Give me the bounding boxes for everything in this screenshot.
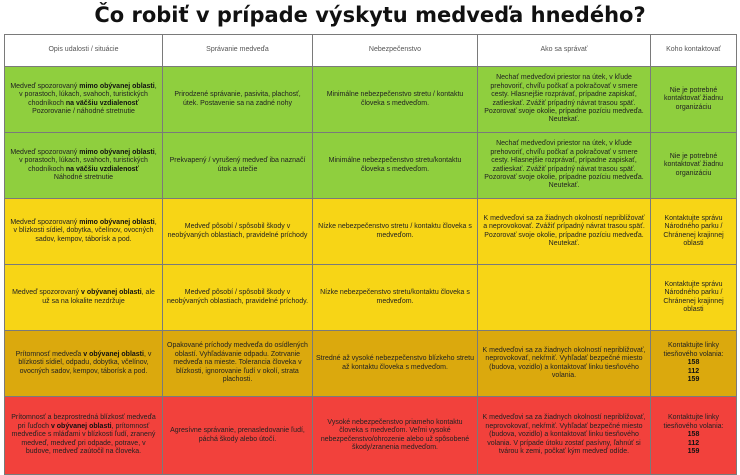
situation-text: Náhodné stretnutie	[53, 173, 114, 181]
emergency-number: 158	[687, 431, 700, 439]
header-contact: Koho kontaktovať	[651, 35, 737, 67]
situation-emphasis: v obývanej oblasti	[83, 350, 144, 358]
situation-cell	[5, 397, 163, 475]
behavior-cell: Prekvapený / vyrušený medveď iba naznačí útok a utečie	[163, 133, 313, 199]
behavior-cell: Prirodzené správanie, pasivita, plachosť, útek. Postavenie sa na zadné nohy	[163, 67, 313, 133]
emergency-number: 159	[687, 376, 700, 384]
header-behavior: Správanie medveďa	[163, 35, 313, 67]
situation-text: Medveď spozorovaný	[10, 218, 80, 226]
contact-cell: Kontaktujte správu Národného parku / Chránenej krajinnej oblasti	[651, 199, 737, 265]
action-cell: Nechať medveďovi priestor na útek, v kľude prehovoriť, chvíľu počkať a pokračovať v smere cesty. Hlasnejšie rozprávať, prípadne zapiskať, zatlieskať. Zvážiť prípadný návrat trasou späť. Pozorovať svoje okolie, prípadne pozíciu medveďa. Neutekať.	[478, 67, 651, 133]
behavior-cell: Agresívne správanie, prenasledovanie ľudí, páchá škody alebo útočí.	[163, 397, 313, 475]
situation-text: Medveď spozorovaný	[10, 148, 80, 156]
situation-text: , v porastoch, lúkach, svahoch, turistických chodníkoch	[19, 148, 157, 173]
danger-cell: Minimálne nebezpečenstvo stretu/kontaktu človeka s medveďom.	[313, 133, 478, 199]
header-action: Ako sa správať	[478, 35, 651, 67]
situation-text: , v porastoch, lúkach, svahoch, turistických chodníkoch	[19, 82, 157, 107]
situation-text: , prítomnosť medveďice s mláďami v blízkosti ľudí, zranený medveď, medveď pri odpade, potrave, v budove, medveď zaútočil na človeka.	[11, 422, 156, 456]
behavior-cell: Medveď pôsobí / spôsobil škody v neobývaných oblastiach, pravidelné príchody.	[163, 265, 313, 331]
emergency-number: 158	[687, 359, 700, 367]
contact-text: Kontaktujte linky tiesňového volania:	[663, 342, 724, 358]
table-row	[5, 199, 737, 265]
situation-text: Medveď spozorovaný	[10, 82, 80, 90]
action-cell: K medveďovi sa za žiadnych okolností nepribližovať, neprovokovať, nekŕmiť. Vyhľadať bezpečné miesto (budova, vozidlo) a kontaktovať linku tiesňového volania.	[478, 331, 651, 397]
situation-emphasis: na väčšiu vzdialenosť	[65, 165, 139, 173]
danger-cell: Minimálne nebezpečenstvo stretu / kontaktu človeka s medveďom.	[313, 67, 478, 133]
situation-emphasis: v obývanej oblasti	[50, 422, 112, 430]
danger-cell: Vysoké nebezpečenstvo priameho kontaktu človeka s medveďom. Veľmi vysoké nebezpečenstvo/ohrozenie alebo už spôsobené škody/zranenia medveďom.	[313, 397, 478, 475]
situation-emphasis: mimo obývanej oblasti	[79, 148, 155, 156]
page-title: Čo robiť v prípade výskytu medveďa hnedého?	[94, 3, 646, 27]
situation-text: Pozorovanie / náhodné stretnutie	[32, 107, 135, 115]
situation-text: Prítomnosť a bezprostredná blízkosť medveďa pri ľuďoch	[11, 414, 156, 430]
table-row	[5, 397, 737, 475]
contact-cell	[651, 331, 737, 397]
emergency-number: 112	[687, 439, 700, 447]
contact-cell: Kontaktujte správu Národného parku / Chránenej krajinnej oblasti	[651, 265, 737, 331]
contact-cell: Nie je potrebné kontaktovať žiadnu organizáciu	[651, 133, 737, 199]
situation-emphasis: mimo obývanej oblasti	[79, 82, 155, 90]
situation-text: Prítomnosť medveďa	[15, 350, 84, 358]
emergency-number: 159	[687, 448, 700, 456]
header-danger: Nebezpečenstvo	[313, 35, 478, 67]
table-header-row	[5, 35, 737, 67]
table-row	[5, 331, 737, 397]
situation-emphasis: na väčšiu vzdialenosť	[65, 99, 139, 107]
danger-cell: Nízke nebezpečenstvo stretu/kontaktu človeka s medveďom.	[313, 265, 478, 331]
situation-emphasis: mimo obývanej oblasti	[79, 218, 155, 226]
contact-cell: Nie je potrebné kontaktovať žiadnu organizáciu	[651, 67, 737, 133]
table-row	[5, 67, 737, 133]
situation-cell	[5, 133, 163, 199]
emergency-number: 112	[687, 367, 700, 375]
action-cell: Nechať medveďovi priestor na útek, v kľude prehovoriť, chvíľu počkať a pokračovať v smere cesty. Hlasnejšie rozprávať, prípadne zapiskať, zatlieskať. Zvážiť prípadný návrat trasou späť. Pozorovať svoje okolie, prípadne pozíciu medveďa. Neutekať.	[478, 133, 651, 199]
behavior-cell: Opakované príchody medveďa do osídlených oblastí. Vyhľadávanie odpadu. Zotrvanie medveďa na mieste. Tolerancia človeka v blízkosti, ignorovanie ľudí v okolí, strata plachosti.	[163, 331, 313, 397]
situation-emphasis: v obývanej oblasti	[80, 289, 142, 297]
situation-cell	[5, 265, 163, 331]
action-cell	[478, 265, 651, 331]
bear-guidance-table	[4, 34, 737, 475]
situation-text: , v blízkosti sídiel, dobytka, včelínov, ovocných sadov, kempov, táborísk a pod.	[13, 218, 157, 243]
danger-cell: Nízke nebezpečenstvo stretu / kontaktu človeka s medveďom.	[313, 199, 478, 265]
situation-text: , ale už sa na lokalite nezdržuje	[42, 289, 155, 305]
header-situation: Opis udalosti / situácie	[5, 35, 163, 67]
contact-text: Kontaktujte linky tiesňového volania:	[663, 414, 724, 430]
danger-cell: Stredné až vysoké nebezpečenstvo blízkeho stretu až kontaktu človeka s medveďom.	[313, 331, 478, 397]
action-cell: K medveďovi sa za žiadnych okolností nepribližovať, neprovokovať, nekŕmiť. Vyhľadať bezpečné miesto (budova, vozidlo) a kontaktovať linku tiesňového volania. V prípade útoku zostať pasívny, ľahnúť si tvárou k zemi, počkať kým medveď odíde.	[478, 397, 651, 475]
situation-text: Medveď spozorovaný	[12, 289, 81, 297]
table-row	[5, 265, 737, 331]
situation-text: , v blízkosti sídiel, odpadu, dobytka, včelínov, ovocných sadov, kempov, táborísk a pod.	[18, 350, 152, 375]
contact-cell	[651, 397, 737, 475]
situation-cell	[5, 199, 163, 265]
behavior-cell: Medveď pôsobí / spôsobil škody v neobývaných oblastiach, pravidelné príchody	[163, 199, 313, 265]
table-row	[5, 133, 737, 199]
action-cell: K medveďovi sa za žiadnych okolností nepribližovať a neprovokovať. Zvážiť prípadný návrat trasou späť. Pozorovať svoje okolie, prípadne pozíciu medveďa. Neutekať.	[478, 199, 651, 265]
situation-cell	[5, 331, 163, 397]
situation-cell	[5, 67, 163, 133]
